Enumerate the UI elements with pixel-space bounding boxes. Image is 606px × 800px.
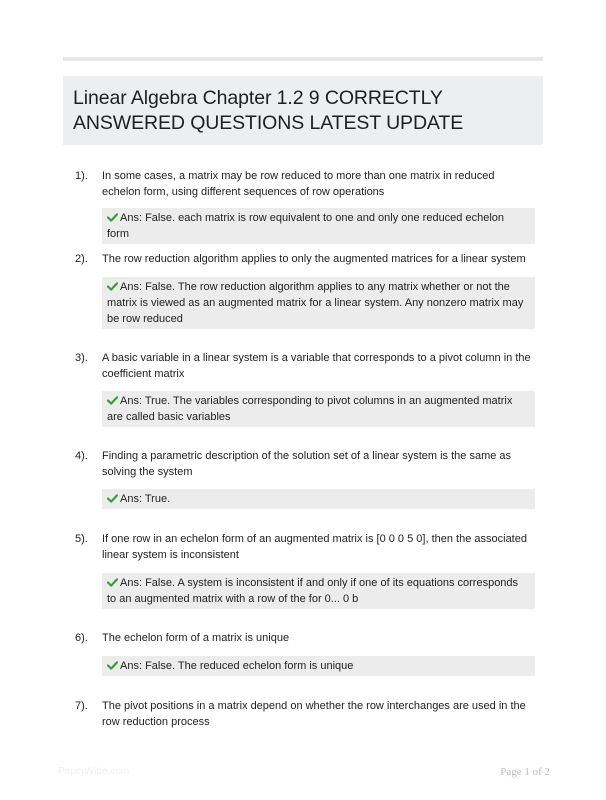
answer-box	[102, 208, 535, 244]
question-6	[75, 630, 535, 676]
question-number: 4).	[75, 450, 88, 462]
answer-box	[102, 489, 535, 509]
answer-box	[102, 656, 535, 676]
check-icon	[107, 282, 118, 291]
page-number-label: Page 1 of 2	[500, 766, 550, 778]
question-1	[75, 168, 535, 244]
answer-text: Ans: False. each matrix is row equivalent to one and only one reduced echelon form	[107, 212, 505, 240]
check-icon	[107, 494, 118, 503]
document-title-line-1: Linear Algebra Chapter 1.2 9 CORRECTLY	[73, 87, 443, 109]
question-number: 1).	[75, 170, 88, 182]
question-3	[75, 350, 535, 427]
question-text: If one row in an echelon form of an augmented matrix is [0 0 0 5 0], then the associated linear system is inconsistent	[102, 533, 527, 561]
question-text: In some cases, a matrix may be row reduced to more than one matrix in reduced echelon form, using different sequences of row operations	[102, 170, 495, 198]
answer-text: Ans: False. A system is inconsistent if and only if one of its equations corresponds to an augmented matrix with a row of the for 0... 0 b	[107, 577, 519, 605]
question-text: The row reduction algorithm applies to only the augmented matrices for a linear system	[102, 253, 526, 265]
question-7	[75, 698, 535, 730]
question-5	[75, 531, 535, 609]
question-number: 6).	[75, 632, 88, 644]
footer-watermark: PaperWibe.com	[58, 766, 130, 777]
question-text: Finding a parametric description of the solution set of a linear system is the same as solving the system	[102, 450, 512, 478]
top-divider	[63, 57, 543, 61]
check-icon	[107, 396, 118, 405]
answer-text: Ans: True.	[120, 493, 171, 505]
question-2	[75, 251, 535, 329]
question-text: A basic variable in a linear system is a variable that corresponds to a pivot column in the coefficient matrix	[102, 352, 531, 380]
document-title-box	[63, 76, 543, 145]
check-icon	[107, 661, 118, 670]
document-title-line-2: ANSWERED QUESTIONS LATEST UPDATE	[73, 112, 464, 134]
question-text: The pivot positions in a matrix depend on whether the row interchanges are used in the row reduction process	[102, 700, 526, 728]
answer-text: Ans: False. The row reduction algorithm applies to any matrix whether or not the matrix is viewed as an augmented matrix for a linear system. Any nonzero matrix may be row reduced	[107, 281, 524, 325]
question-4	[75, 448, 535, 509]
check-icon	[107, 578, 118, 587]
answer-text: Ans: True. The variables corresponding to pivot columns in an augmented matrix are called basic variables	[107, 395, 513, 423]
question-number: 2).	[75, 253, 88, 265]
answer-box	[102, 277, 535, 329]
answer-box	[102, 391, 535, 427]
question-number: 3).	[75, 352, 88, 364]
question-number: 7).	[75, 700, 88, 712]
answer-box	[102, 573, 535, 609]
question-number: 5).	[75, 533, 88, 545]
answer-text: Ans: False. The reduced echelon form is unique	[120, 660, 354, 672]
check-icon	[107, 213, 118, 222]
question-text: The echelon form of a matrix is unique	[102, 632, 290, 644]
